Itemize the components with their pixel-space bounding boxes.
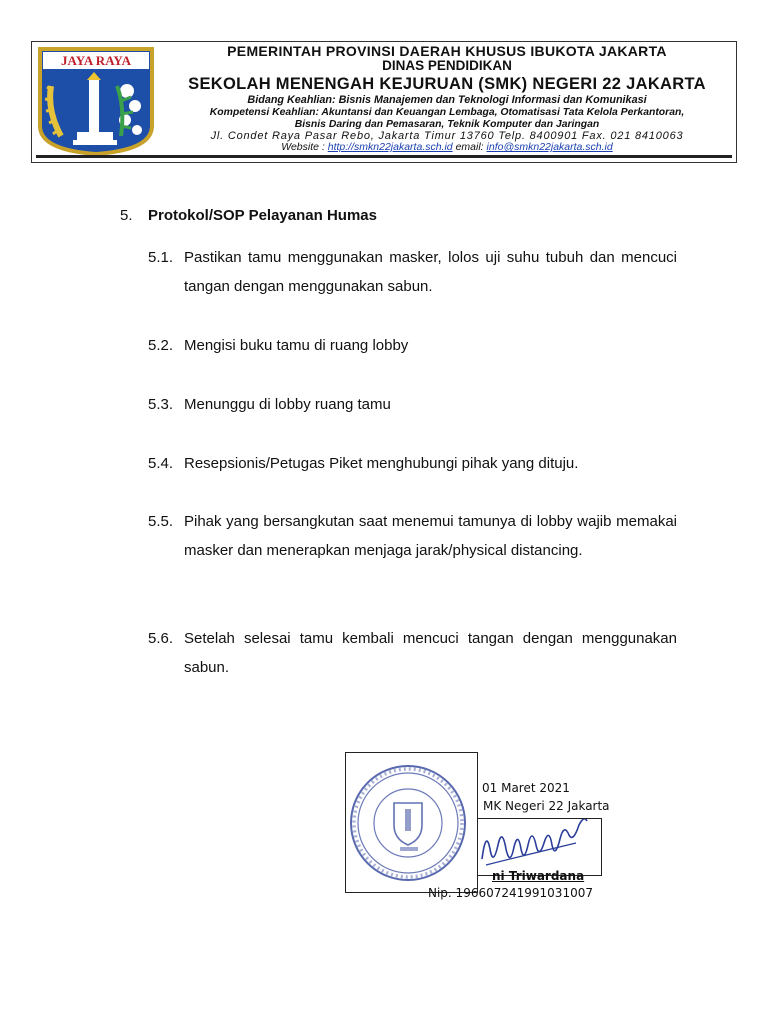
list-item-number: 5.2. xyxy=(148,337,174,354)
list-item-text: Pastikan tamu menggunakan masker, lolos uji suhu tubuh dan mencuci tangan dengan menggunakan sabun. xyxy=(184,249,677,295)
list-item xyxy=(148,390,677,419)
list-item-text: Resepsionis/Petugas Piket menghubungi pihak yang dituju. xyxy=(184,455,579,472)
list-item xyxy=(148,243,677,301)
list-item-number: 5.6. xyxy=(148,630,174,647)
signature-office: MK Negeri 22 Jakarta xyxy=(483,799,610,813)
signature-date: 01 Maret 2021 xyxy=(482,781,570,795)
letterhead-line-province: PEMERINTAH PROVINSI DAERAH KHUSUS IBUKOTA JAKARTA xyxy=(227,43,667,59)
list-item xyxy=(148,449,677,478)
list-item xyxy=(148,507,677,565)
list-item xyxy=(148,624,677,682)
signer-nip: Nip. 196607241991031007 xyxy=(428,886,593,900)
section-number: 5. xyxy=(120,207,133,224)
section-title: Protokol/SOP Pelayanan Humas xyxy=(148,207,377,224)
letterhead-line-address: Jl. Condet Raya Pasar Rebo, Jakarta Timur 13760 Telp. 8400901 Fax. 021 8410063 xyxy=(210,130,684,143)
jaya-raya-logo xyxy=(37,46,155,156)
signature-block xyxy=(345,752,615,902)
website-link[interactable]: http://smkn22jakarta.sch.id xyxy=(327,141,453,154)
list-item-number: 5.1. xyxy=(148,249,174,266)
list-item-number: 5.3. xyxy=(148,396,174,413)
list-item-number: 5.4. xyxy=(148,455,174,472)
handwritten-signature xyxy=(478,819,600,875)
letterhead-line-school: SEKOLAH MENENGAH KEJURUAN (SMK) NEGERI 22 JAKARTA xyxy=(188,75,706,94)
list-item-number: 5.5. xyxy=(148,513,174,530)
list-item-text: Mengisi buku tamu di ruang lobby xyxy=(184,337,409,354)
list-item-text: Menunggu di lobby ruang tamu xyxy=(184,396,391,413)
svg-text:JAYA RAYA: JAYA RAYA xyxy=(61,53,131,68)
letterhead-line-field: Bidang Keahlian: Bisnis Manajemen dan Teknologi Informasi dan Komunikasi xyxy=(247,94,647,107)
email-label: email: xyxy=(455,141,484,154)
signer-name: ni Triwardana xyxy=(492,869,585,883)
letterhead-line-competency: Kompetensi Keahlian: Akuntansi dan Keuangan Lembaga, Otomatisasi Tata Kelola Perkantoran, xyxy=(209,107,685,119)
signature-frame xyxy=(478,818,602,876)
letterhead-line-contact xyxy=(160,142,734,154)
stamp-frame xyxy=(345,752,478,893)
letterhead-line-competency-2: Bisnis Daring dan Pemasaran, Teknik Komputer dan Jaringan xyxy=(294,118,600,130)
website-label: Website : xyxy=(281,141,325,154)
list-item xyxy=(148,331,677,360)
list-item-text: Setelah selesai tamu kembali mencuci tangan dengan menggunakan sabun. xyxy=(184,630,677,676)
letterhead-text xyxy=(160,44,734,154)
list-item-text: Pihak yang bersangkutan saat menemui tamunya di lobby wajib memakai masker dan menerapkan menjaga jarak/physical distancing. xyxy=(184,513,677,559)
letterhead xyxy=(31,41,737,163)
school-stamp xyxy=(346,753,477,892)
letterhead-line-department: DINAS PENDIDIKAN xyxy=(382,58,512,74)
letterhead-divider xyxy=(36,155,732,158)
email-link[interactable]: info@smkn22jakarta.sch.id xyxy=(486,141,613,154)
